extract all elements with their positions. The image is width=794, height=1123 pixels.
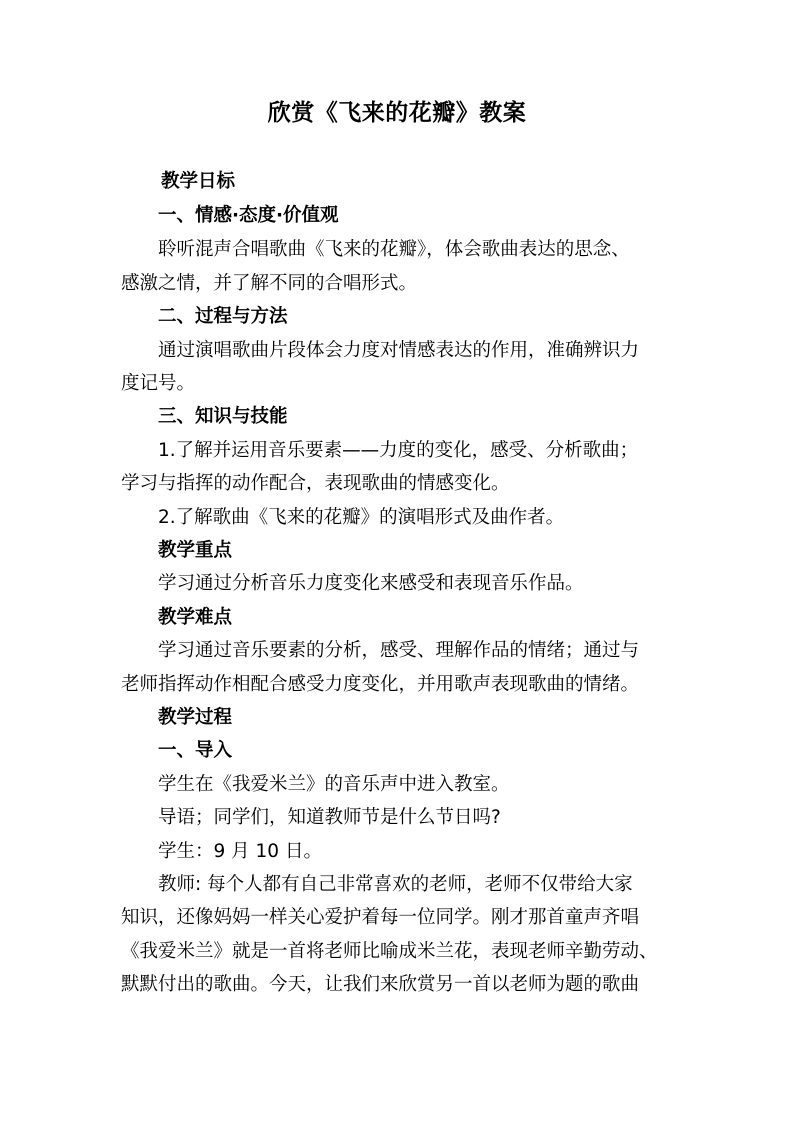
paragraph-line: 学生在《我爱米兰》的音乐声中进入教室。 — [158, 774, 510, 795]
paragraph-line: 通过演唱歌曲片段体会力度对情感表达的作用，准确辨识力 — [158, 340, 640, 361]
paragraph-line: 《我爱米兰》就是一首将老师比喻成米兰花，表现老师辛勤劳动、 — [121, 941, 658, 962]
subheading-process: 二、过程与方法 — [158, 306, 288, 327]
paragraph-line: 感激之情，并了解不同的合唱形式。 — [121, 273, 418, 294]
paragraph-line: 学生：9 月 10 日。 — [158, 841, 322, 862]
paragraph-line: 学习通过音乐要素的分析，感受、理解作品的情绪；通过与 — [158, 640, 640, 661]
section-heading-key-points: 教学重点 — [158, 540, 233, 561]
subheading-emotion: 一、情感·态度·价值观 — [158, 205, 339, 226]
section-heading-difficulties: 教学难点 — [158, 607, 233, 628]
section-heading-teaching-process: 教学过程 — [158, 707, 233, 728]
paragraph-line: 教师: 每个人都有自己非常喜欢的老师，老师不仅带给大家 — [158, 874, 633, 895]
paragraph-line: 度记号。 — [121, 373, 196, 394]
subheading-knowledge: 三、知识与技能 — [158, 406, 288, 427]
subheading-introduction: 一、导入 — [158, 740, 233, 761]
document-title: 欣赏《飞来的花瓣》教案 — [267, 100, 527, 126]
paragraph-line: 老师指挥动作相配合感受力度变化，并用歌声表现歌曲的情绪。 — [121, 674, 640, 695]
section-heading-objectives: 教学日标 — [161, 171, 236, 192]
paragraph-line: 1.了解并运用音乐要素——力度的变化，感受、分析歌曲； — [158, 440, 639, 461]
paragraph-line: 默默付出的歌曲。今天，让我们来欣赏另一首以老师为题的歌曲 — [121, 974, 640, 995]
paragraph-line: 学习通过分析音乐力度变化来感受和表现音乐作品。 — [158, 573, 584, 594]
paragraph-line: 知识，还像妈妈一样关心爱护着每一位同学。刚才那首童声齐唱 — [121, 907, 640, 928]
paragraph-line: 聆听混声合唱歌曲《飞来的花瓣》，体会歌曲表达的思念、 — [158, 239, 630, 260]
paragraph-line: 导语；同学们，知道教师节是什么节日吗? — [158, 807, 501, 828]
paragraph-line: 学习与指挥的动作配合，表现歌曲的情感变化。 — [121, 473, 510, 494]
paragraph-line: 2.了解歌曲《飞来的花瓣》的演唱形式及曲作者。 — [158, 507, 565, 528]
